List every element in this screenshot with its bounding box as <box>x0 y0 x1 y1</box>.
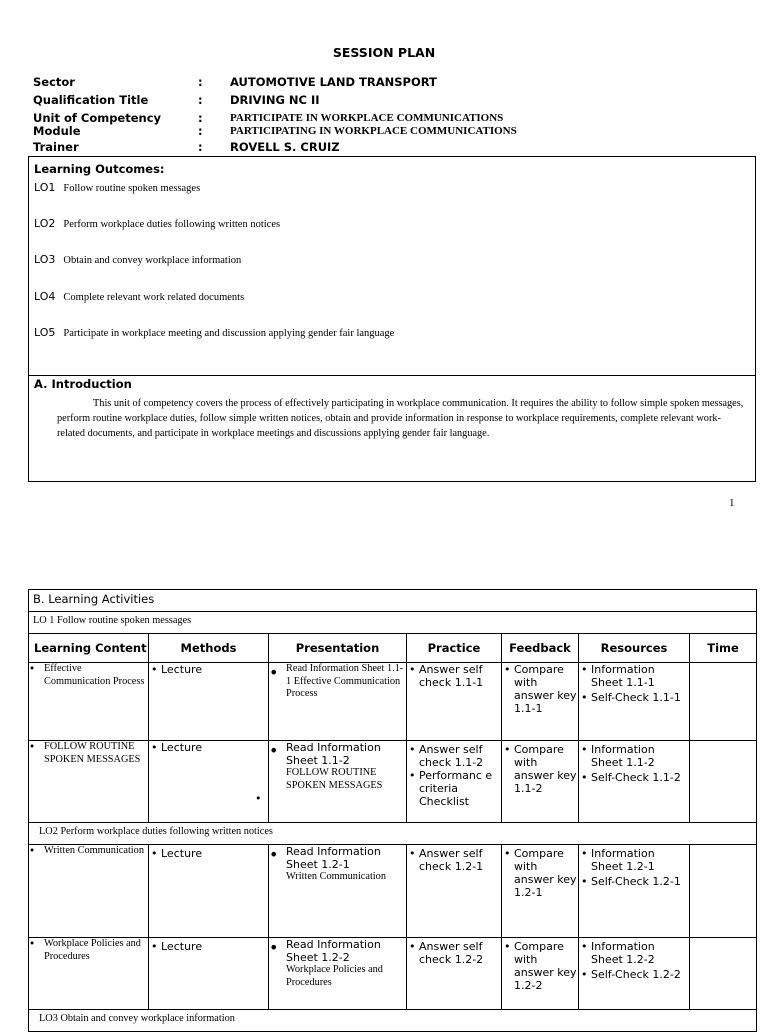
col-practice: Practice <box>407 634 502 663</box>
presentation-cell <box>269 663 407 741</box>
resource-item: • Information Sheet 1.2-2 <box>579 940 689 966</box>
methods-cell <box>149 845 269 938</box>
learning-outcome-item <box>34 181 200 194</box>
header-value: DRIVING NC II <box>230 93 320 107</box>
feedback-text: • Compare with answer key 1.1-1 <box>502 663 578 715</box>
lo1-heading: LO 1 Follow routine spoken messages <box>29 612 757 634</box>
content-text: • Written Communication <box>29 845 148 858</box>
lo3-heading: LO3 Obtain and convey workplace information <box>29 1010 757 1032</box>
methods-cell <box>149 663 269 741</box>
content-text: • FOLLOW ROUTINE SPOKEN MESSAGES <box>29 741 148 766</box>
resource-item: • Self-Check 1.2-1 <box>579 875 689 888</box>
presentation-text: • Read Information Sheet 1.2-2 <box>286 938 381 964</box>
col-resources: Resources <box>579 634 690 663</box>
content-cell <box>29 938 149 1010</box>
time-cell <box>690 741 757 823</box>
learning-outcomes-box <box>28 156 756 376</box>
col-presentation: Presentation <box>269 634 407 663</box>
header-label: Unit of Competency <box>33 111 162 125</box>
resources-cell <box>579 741 690 823</box>
feedback-text: • Compare with answer key 1.1-2 <box>502 743 578 795</box>
lo-text: Participate in workplace meeting and discussion applying gender fair language <box>63 328 395 339</box>
learning-activities-title: B. Learning Activities <box>29 590 757 612</box>
header-colon: : <box>198 140 203 154</box>
learning-outcome-item <box>34 253 241 266</box>
lo-text: Obtain and convey workplace information <box>63 255 242 266</box>
column-header-row <box>29 634 757 663</box>
header-label: Qualification Title <box>33 93 149 107</box>
resource-item: • Self-Check 1.1-2 <box>579 771 689 784</box>
time-cell <box>690 938 757 1010</box>
resources-cell <box>579 663 690 741</box>
practice-item: • Performanc e criteria Checklist <box>407 769 501 808</box>
table-row <box>29 938 757 1010</box>
lo-text: Complete relevant work related documents <box>63 292 245 303</box>
methods-cell <box>149 741 269 823</box>
header-colon: : <box>198 93 203 107</box>
lo-id: LO2 <box>34 217 56 230</box>
practice-item: • Answer self check 1.2-2 <box>407 940 501 966</box>
feedback-text: • Compare with answer key 1.2-1 <box>502 847 578 899</box>
resource-item: • Information Sheet 1.1-2 <box>579 743 689 769</box>
resource-item: • Self-Check 1.2-2 <box>579 968 689 981</box>
presentation-subtext: FOLLOW ROUTINE SPOKEN MESSAGES <box>286 767 383 791</box>
col-learning-content: Learning Content <box>29 634 149 663</box>
lo-id: LO4 <box>34 290 56 303</box>
header-value: AUTOMOTIVE LAND TRANSPORT <box>230 75 437 89</box>
content-text: • Workplace Policies and Procedures <box>29 938 148 963</box>
method-text: • Lecture <box>149 940 268 953</box>
header-label: Module <box>33 124 81 138</box>
learning-outcome-item <box>34 326 394 339</box>
resource-item: • Information Sheet 1.1-1 <box>579 663 689 689</box>
time-cell <box>690 663 757 741</box>
method-text: • Lecture <box>149 741 268 754</box>
feedback-cell <box>502 845 579 938</box>
presentation-cell <box>255 741 407 823</box>
learning-activities-table <box>28 589 757 1032</box>
presentation-text: • Read Information Sheet 1.2-1 <box>286 845 381 871</box>
learning-outcomes-title: Learning Outcomes: <box>34 162 165 176</box>
practice-item: • Answer self check 1.1-2 <box>407 743 501 769</box>
content-text: • Effective Communication Process <box>29 663 148 688</box>
practice-cell <box>407 845 502 938</box>
col-feedback: Feedback <box>502 634 579 663</box>
content-cell <box>29 741 149 823</box>
method-text: • Lecture <box>149 847 268 860</box>
presentation-subtext: Workplace Policies and Procedures <box>286 964 383 988</box>
lo-id: LO1 <box>34 181 56 194</box>
lo-text: Follow routine spoken messages <box>63 183 201 194</box>
header-value: PARTICIPATING IN WORKPLACE COMMUNICATIONS <box>230 125 517 137</box>
lo2-heading: LO2 Perform workplace duties following written notices <box>29 823 757 845</box>
practice-item: • Answer self check 1.1-1 <box>407 663 501 689</box>
header-value: PARTICIPATE IN WORKPLACE COMMUNICATIONS <box>230 112 504 124</box>
header-colon: : <box>198 124 203 138</box>
introduction-box <box>28 375 756 482</box>
empty-bullet: • <box>255 792 262 805</box>
lo-text: Perform workplace duties following written notices <box>63 219 281 230</box>
header-label: Trainer <box>33 140 79 154</box>
table-row <box>29 663 757 741</box>
resource-item: • Information Sheet 1.2-1 <box>579 847 689 873</box>
document-title: SESSION PLAN <box>332 45 436 60</box>
presentation-text: • Read Information Sheet 1.1-2 <box>286 741 381 767</box>
lo-id: LO3 <box>34 253 56 266</box>
feedback-cell <box>502 938 579 1010</box>
presentation-text: • Read Information Sheet 1.1-1 Effective Communication Process <box>286 663 404 699</box>
methods-cell <box>149 938 269 1010</box>
presentation-cell <box>269 845 407 938</box>
method-text: • Lecture <box>149 663 268 676</box>
practice-cell <box>407 663 502 741</box>
resource-item: • Self-Check 1.1-1 <box>579 691 689 704</box>
header-label: Sector <box>33 75 75 89</box>
lo-id: LO5 <box>34 326 56 339</box>
table-row <box>29 741 757 823</box>
time-cell <box>690 845 757 938</box>
page-number: 1 <box>729 497 735 509</box>
feedback-text: • Compare with answer key 1.2-2 <box>502 940 578 992</box>
resources-cell <box>579 938 690 1010</box>
practice-item: • Answer self check 1.2-1 <box>407 847 501 873</box>
introduction-title: A. Introduction <box>34 377 132 391</box>
resources-cell <box>579 845 690 938</box>
presentation-subtext: Written Communication <box>286 871 386 882</box>
presentation-cell <box>269 938 407 1010</box>
practice-cell <box>407 938 502 1010</box>
header-colon: : <box>198 111 203 125</box>
content-cell <box>29 845 149 938</box>
header-value: ROVELL S. CRUIZ <box>230 140 340 154</box>
feedback-cell <box>502 741 579 823</box>
practice-cell <box>407 741 502 823</box>
feedback-cell <box>502 663 579 741</box>
learning-outcome-item <box>34 290 244 303</box>
table-row <box>29 845 757 938</box>
content-cell <box>29 663 149 741</box>
introduction-text: This unit of competency covers the process of effectively participating in workplace communication. It requires the ability to follow simple spoken messages, perform routine workplace duties, follow simple written notices, obtain and provide information in response to workplace requirements, complete relevant work-related documents, and participate in workplace meetings and discussions applying gender fair language. <box>57 398 744 439</box>
header-colon: : <box>198 75 203 89</box>
col-methods: Methods <box>149 634 269 663</box>
col-time: Time <box>690 634 757 663</box>
learning-outcome-item <box>34 217 280 230</box>
